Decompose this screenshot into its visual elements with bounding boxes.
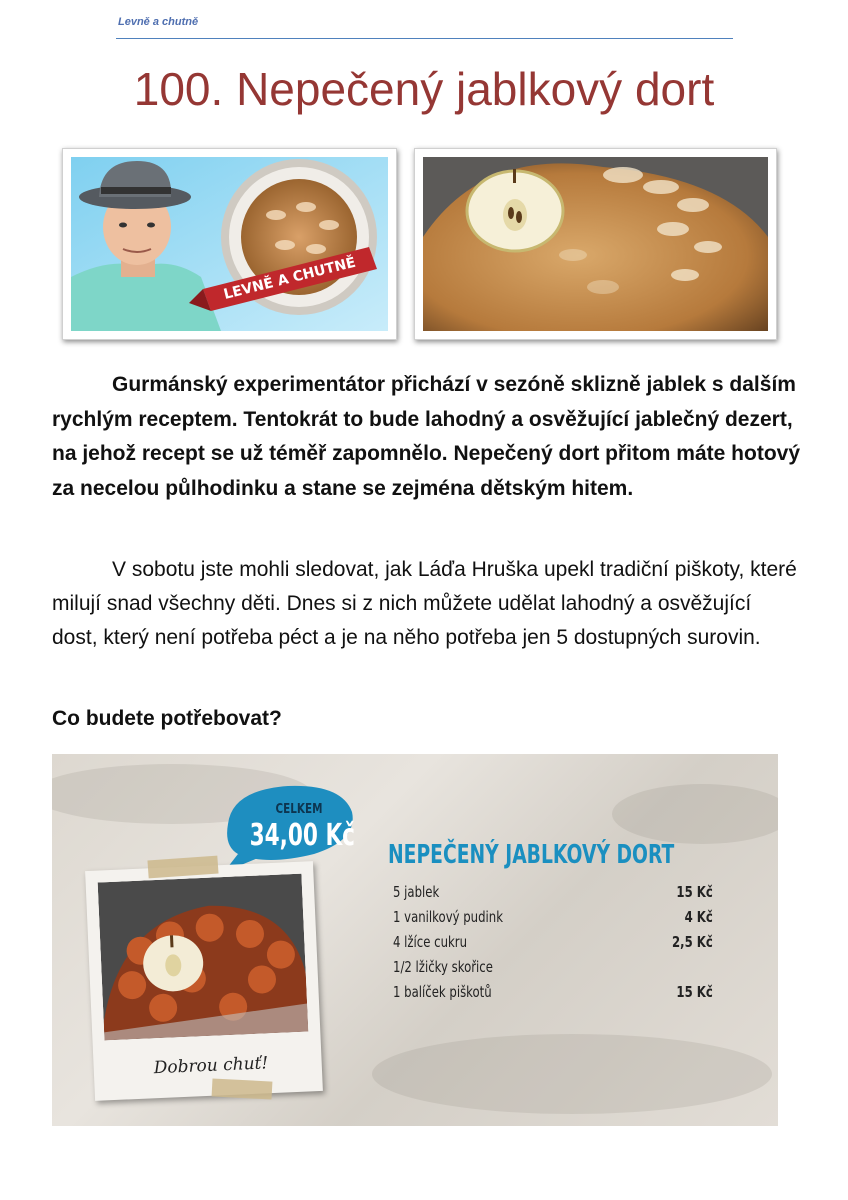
chef-photo [62,148,397,340]
ingredient-price: 2,5 Kč [671,933,713,951]
cake-photo-illustration [423,157,768,331]
ingredient-row [393,905,713,930]
ingredient-price: 15 Kč [676,883,713,901]
chef-photo-illustration [71,157,388,331]
polaroid-signature: Dobrou chuť! [153,1053,269,1079]
ingredient-row [393,955,713,980]
page-title: 100. Nepečený jablkový dort [133,63,715,115]
intro-text: Gurmánský experimentátor přichází v sezóně sklizně jablek s dalším rychlým receptem. Tentokrát to bude lahodný a osvěžující jablečný dezert, na jehož recept se už téměř zapomnělo. Nepečený dort přitom máte hotový za necelou půlhodinku a stane se zejména dětským hitem. [52,373,801,500]
ingredient-price: 4 Kč [684,908,713,926]
polaroid-image [98,874,309,1041]
badge-banner-text: LEVNĚ A CHUTNĚ [222,254,358,303]
badge-label: CELKEM [275,802,323,817]
polaroid-photo [85,861,323,1101]
polaroid-cake-illustration [98,874,309,1041]
body-paragraph [52,553,802,655]
ingredient-name: 5 jablek [393,883,440,901]
header-divider [116,38,733,39]
header-text: Levně a chutně [118,16,199,28]
ingredient-row [393,980,713,1005]
tape-bottom [212,1078,273,1099]
ingredient-row [393,930,713,955]
ingredient-list [393,880,713,1005]
section-heading: Co budete potřebovat? [52,707,282,730]
intro-paragraph [52,368,802,506]
badge-total: 34,00 Kč [249,818,355,853]
ingredient-name: 4 lžíce cukru [393,933,468,951]
ingredient-row [393,880,713,905]
recipe-card-title: NEPEČENÝ JABLKOVÝ DORT [388,840,675,870]
ingredient-name: 1/2 lžičky skořice [393,958,493,976]
ingredient-name: 1 vanilkový pudink [393,908,503,926]
body-text: V sobotu jste mohli sledovat, jak Láďa Hruška upekl tradiční piškoty, které milují snad všechny děti. Dnes si z nich můžete udělat lahodný a osvěžující dost, který není potřeba péct a je na něho potřeba jen 5 dostupných surovin. [52,558,797,649]
cake-photo [414,148,777,340]
ingredient-name: 1 balíček piškotů [393,983,492,1001]
ingredient-price: 15 Kč [676,983,713,1001]
recipe-card [52,754,778,1126]
